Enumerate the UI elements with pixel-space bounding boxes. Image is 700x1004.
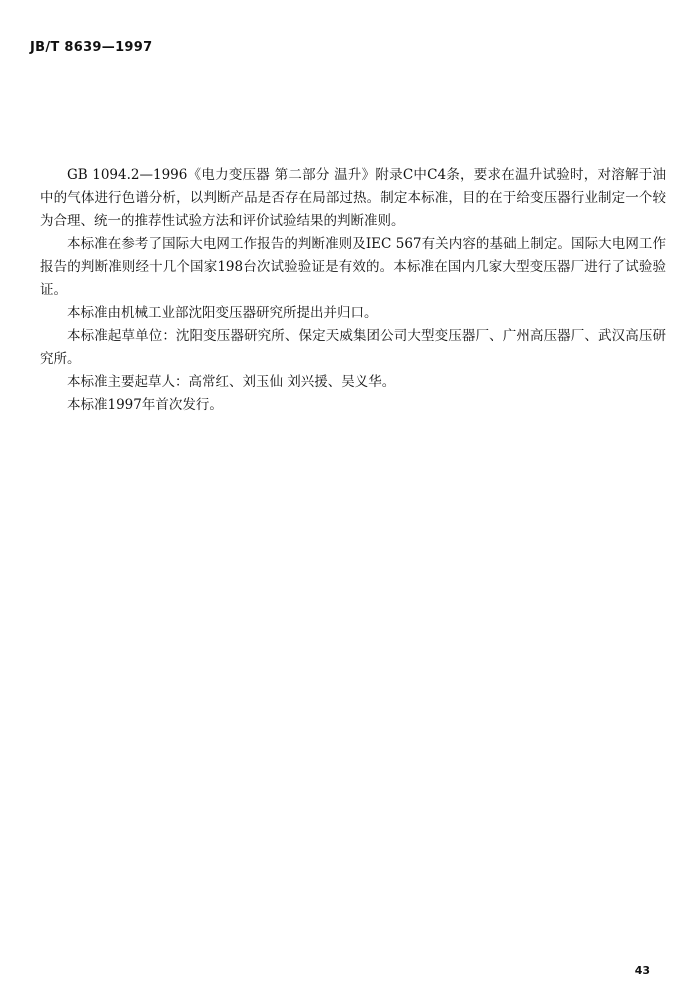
page-number: 43: [634, 964, 650, 977]
paragraph-drafters: 本标准主要起草人：高常红、刘玉仙 刘兴援、吴义华。: [67, 374, 396, 390]
standard-number-header: JB/T 8639—1997: [30, 40, 153, 55]
paragraph-proposer: 本标准由机械工业部沈阳变压器研究所提出并归口。: [67, 305, 378, 321]
paragraph-reference: 本标准在参考了国际大电网工作报告的判断准则及IEC 567有关内容的基础上制定。国际大电网工作报告的判断准则经十几个国家198台次试验验证是有效的。本标准在国内几家大型变压器厂进行了试验验证。: [40, 236, 666, 298]
paragraph-first-issue: 本标准1997年首次发行。: [67, 397, 223, 413]
paragraph-scope: GB 1094.2—1996《电力变压器 第二部分 温升》附录C中C4条，要求在温升试验时，对溶解于油中的气体进行色谱分析，以判断产品是否存在局部过热。制定本标准，目的在于给变压器行业制定一个较为合理、统一的推荐性试验方法和评价试验结果的判断准则。: [40, 167, 666, 229]
paragraph-drafting-units: 本标准起草单位：沈阳变压器研究所、保定天威集团公司大型变压器厂、广州高压器厂、武汉高压研究所。: [40, 328, 666, 367]
foreword-body: [40, 164, 666, 417]
